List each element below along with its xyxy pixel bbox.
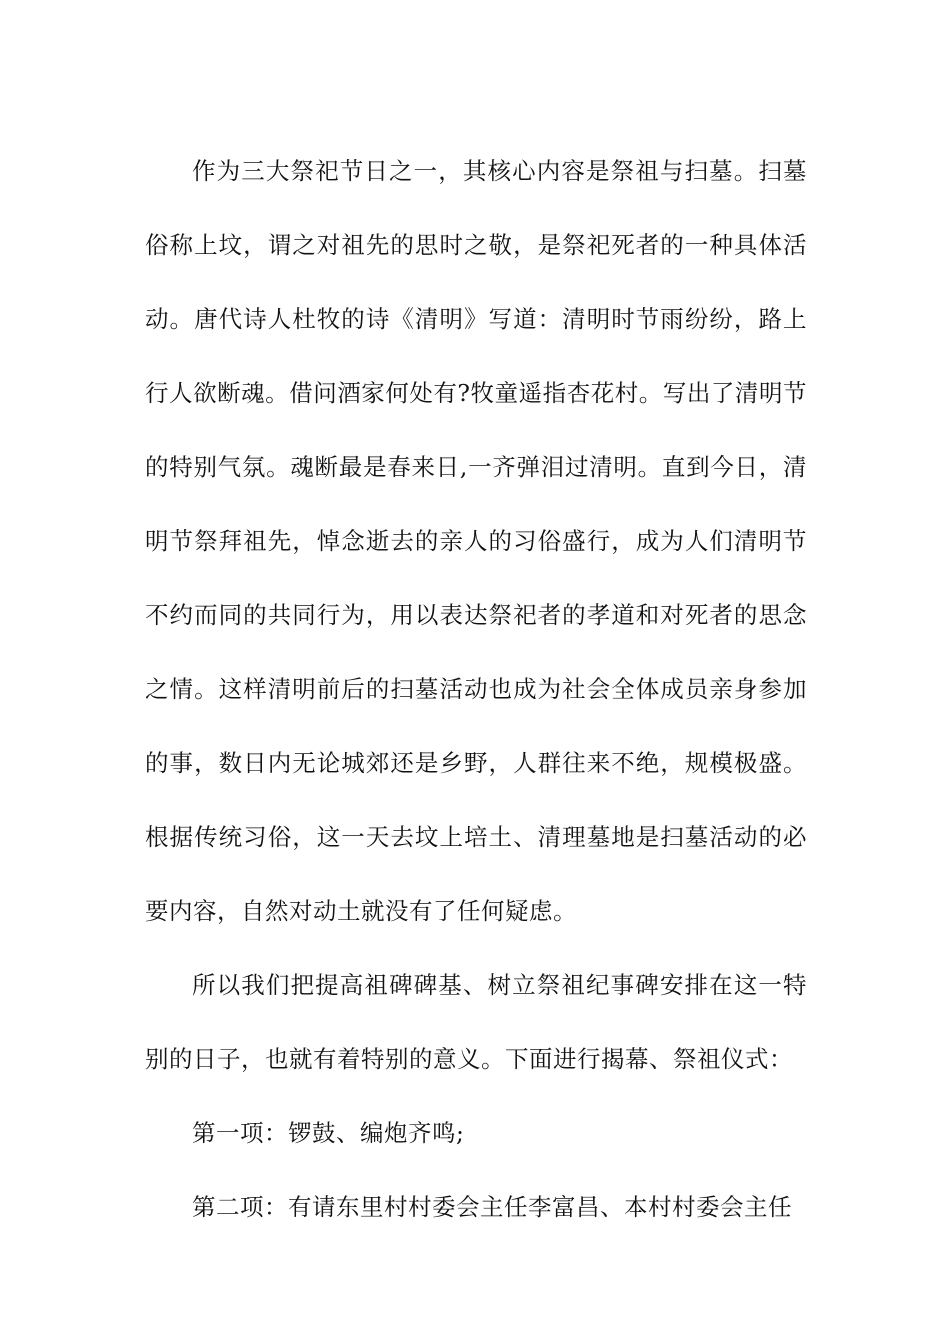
paragraph-4: 第二项：有请东里村村委会主任李富昌、本村村委会主任: [192, 1193, 792, 1221]
document-body: [145, 134, 807, 1244]
paragraph-3: 第一项：锣鼓、编炮齐鸣;: [192, 1119, 465, 1147]
paragraph-2: 所以我们把提高祖碑碑基、树立祭祖纪事碑安排在这一特别的日子，也就有着特别的意义。下面进行揭幕、祭祖仪式：: [145, 971, 807, 1073]
paragraph-1: 作为三大祭祀节日之一，其核心内容是祭祖与扫墓。扫墓俗称上坟，谓之对祖先的思时之敬，是祭祀死者的一种具体活动。唐代诗人杜牧的诗《清明》写道：清明时节雨纷纷，路上行人欲断魂。借问酒家何处有?牧童遥指杏花村。写出了清明节的特别气氛。魂断最是春来日,一齐弹泪过清明。直到今日，清明节祭拜祖先，悼念逝去的亲人的习俗盛行，成为人们清明节不约而同的共同行为，用以表达祭祀者的孝道和对死者的思念之情。这样清明前后的扫墓活动也成为社会全体成员亲身参加的事，数日内无论城郊还是乡野，人群往来不绝，规模极盛。根据传统习俗，这一天去坟上培土、清理墓地是扫墓活动的必要内容，自然对动土就没有了任何疑虑。: [145, 157, 807, 925]
